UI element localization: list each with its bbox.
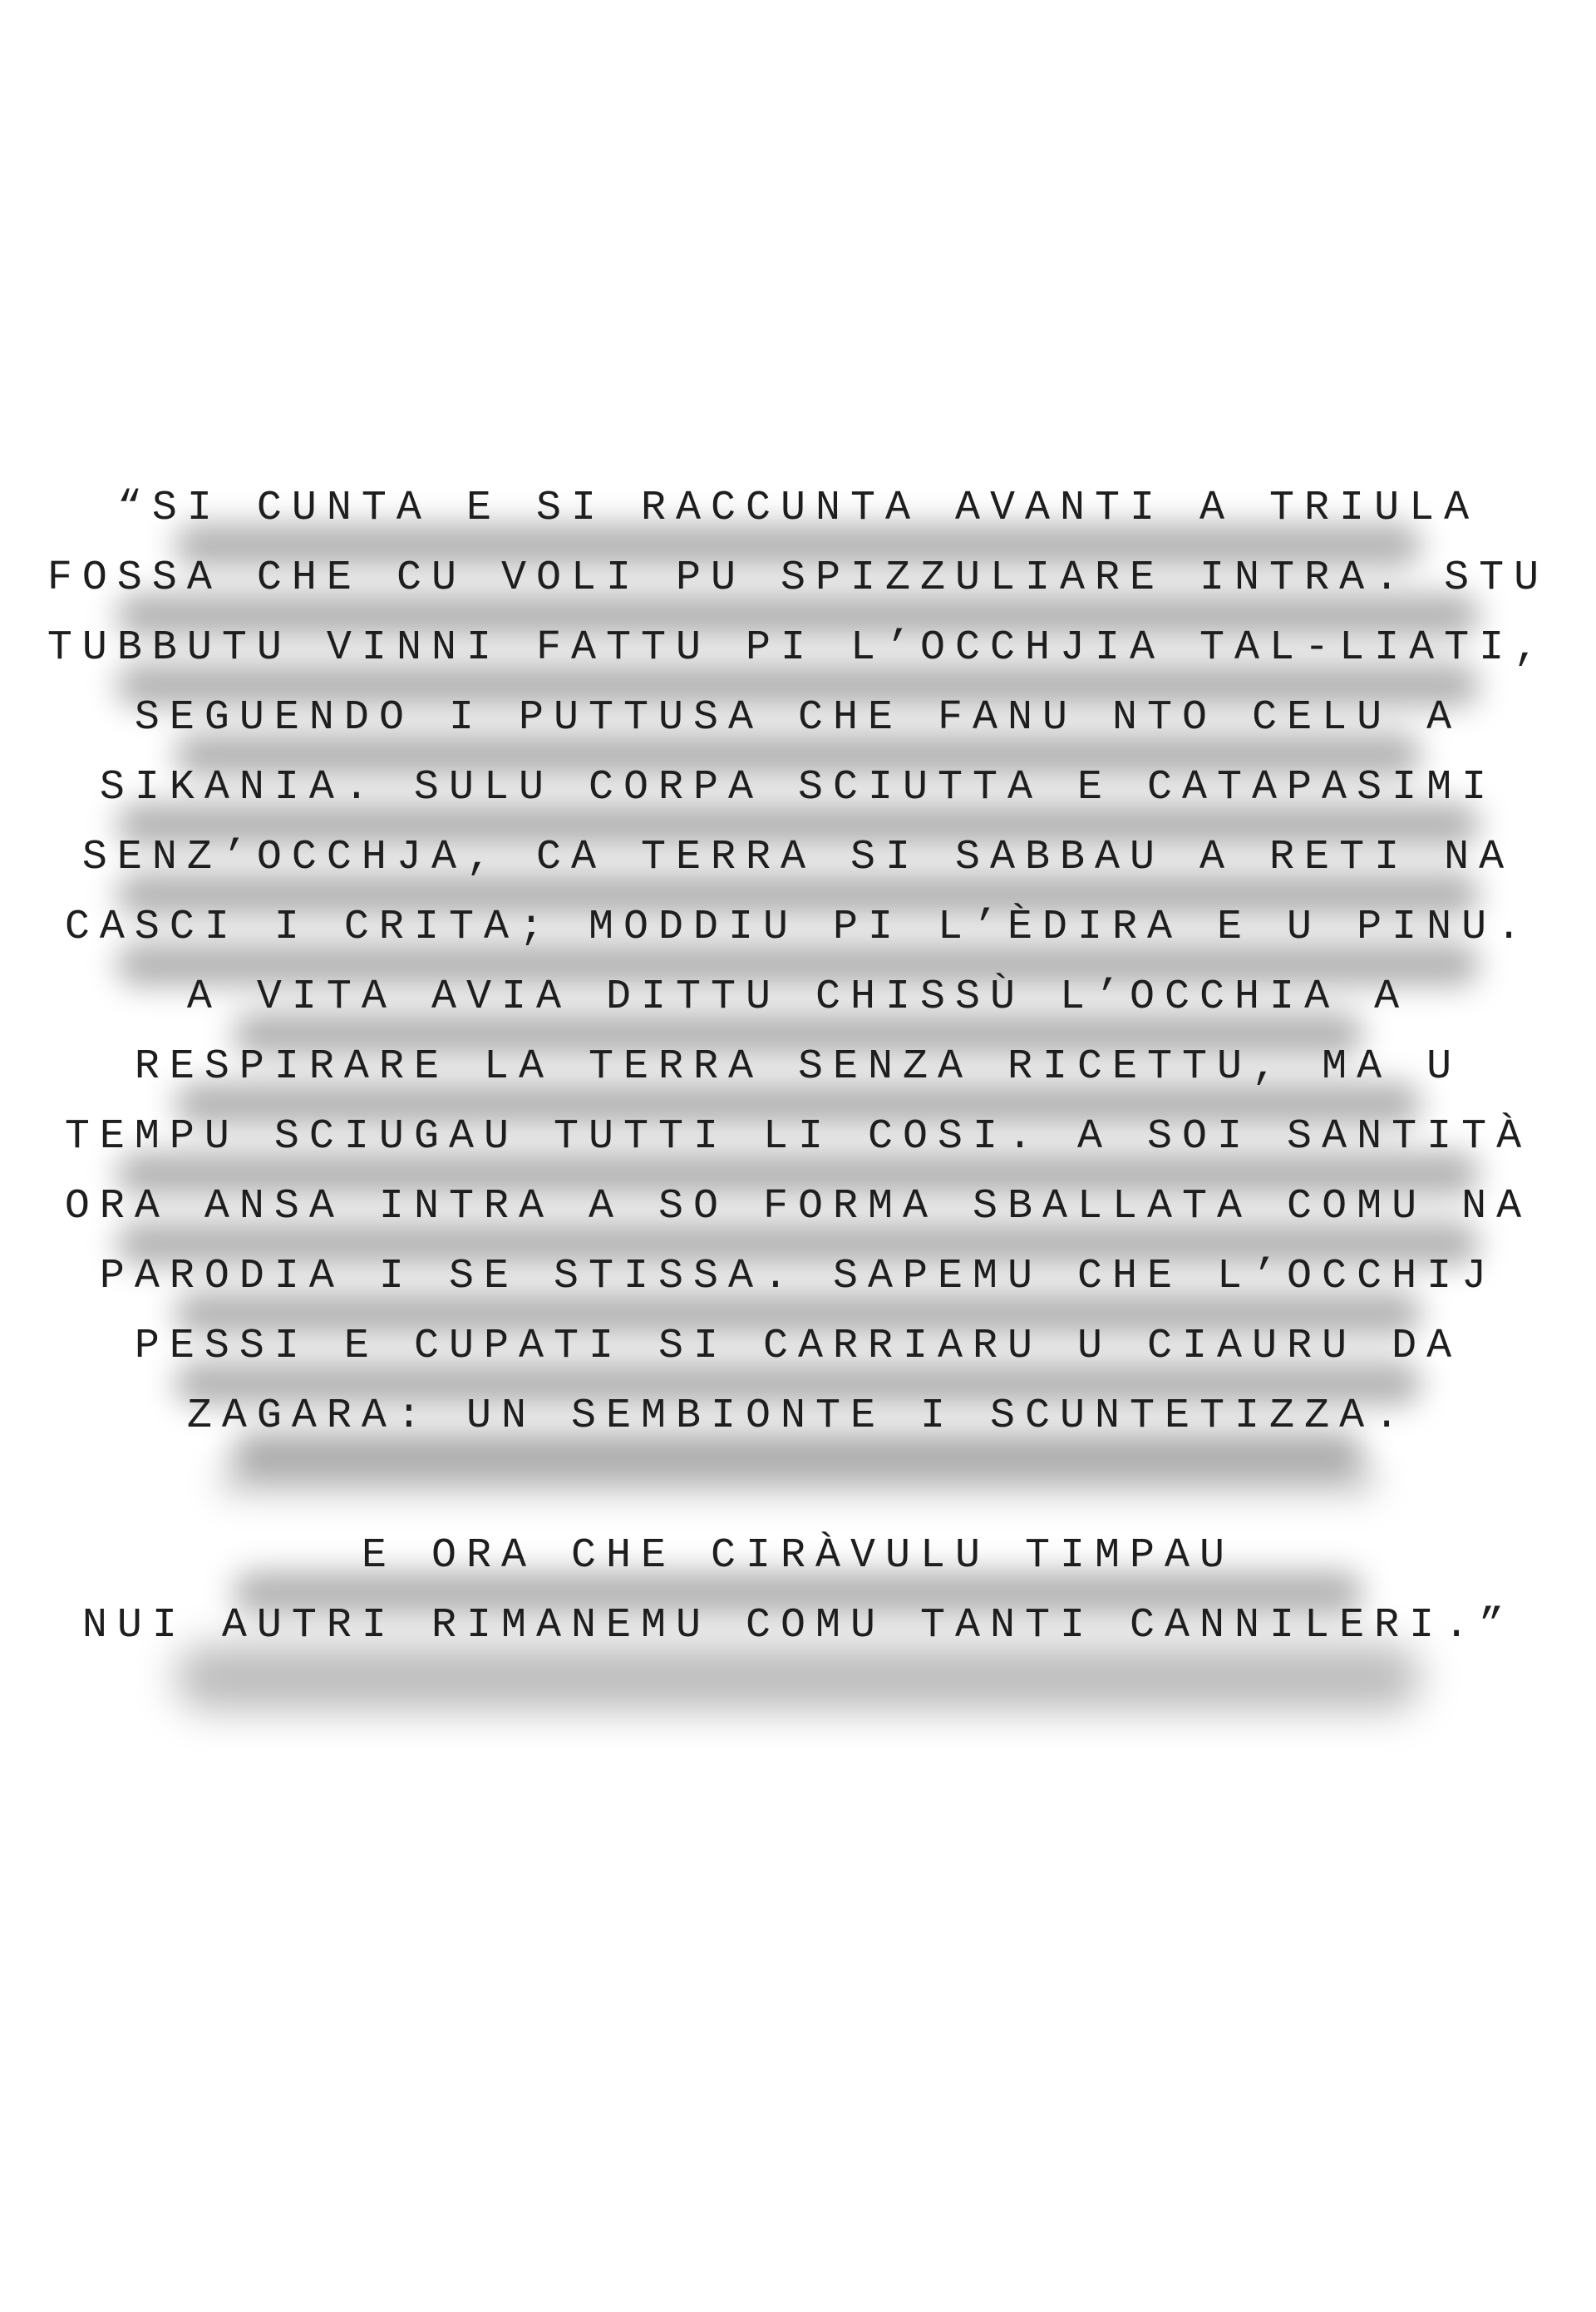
poem-line: “SI CUNTA E SI RACCUNTA AVANTI A TRIULA <box>0 474 1596 544</box>
poem-line: ZAGARA: UN SEMBIONTE I SCUNTETIZZA. <box>0 1382 1596 1452</box>
poem-line: SEGUENDO I PUTTUSA CHE FANU NTO CELU A <box>0 683 1596 753</box>
poem-text-block <box>0 474 1596 1661</box>
poem-line: PARODIA I SE STISSA. SAPEMU CHE L’OCCHIJ <box>0 1242 1596 1312</box>
poem-line: SIKANIA. SULU CORPA SCIUTTA E CATAPASIMI <box>0 753 1596 823</box>
poem-line: RESPIRARE LA TERRA SENZA RICETTU, MA U <box>0 1033 1596 1102</box>
poem-line: SENZ’OCCHJA, CA TERRA SI SABBAU A RETI NA <box>0 823 1596 893</box>
poem-line: ORA ANSA INTRA A SO FORMA SBALLATA COMU NA <box>0 1172 1596 1242</box>
poem-line: NUI AUTRI RIMANEMU COMU TANTI CANNILERI.” <box>0 1591 1596 1661</box>
poem-line: FOSSA CHE CU VOLI PU SPIZZULIARE INTRA. STU <box>0 544 1596 614</box>
poem-line: CASCI I CRITA; MODDIU PI L’ÈDIRA E U PINU. <box>0 893 1596 963</box>
poem-line: PESSI E CUPATI SI CARRIARU U CIAURU DA <box>0 1312 1596 1382</box>
poem-line: TEMPU SCIUGAU TUTTI LI COSI. A SOI SANTITÀ <box>0 1102 1596 1172</box>
smoke-shadow <box>175 1644 1421 1711</box>
poem-line: TUBBUTU VINNI FATTU PI L’OCCHJIA TAL-LIATI, <box>0 614 1596 683</box>
poem-line: A VITA AVIA DITTU CHISSÙ L’OCCHIA A <box>0 963 1596 1033</box>
poem-line: E ORA CHE CIRÀVULU TIMPAU <box>0 1521 1596 1591</box>
